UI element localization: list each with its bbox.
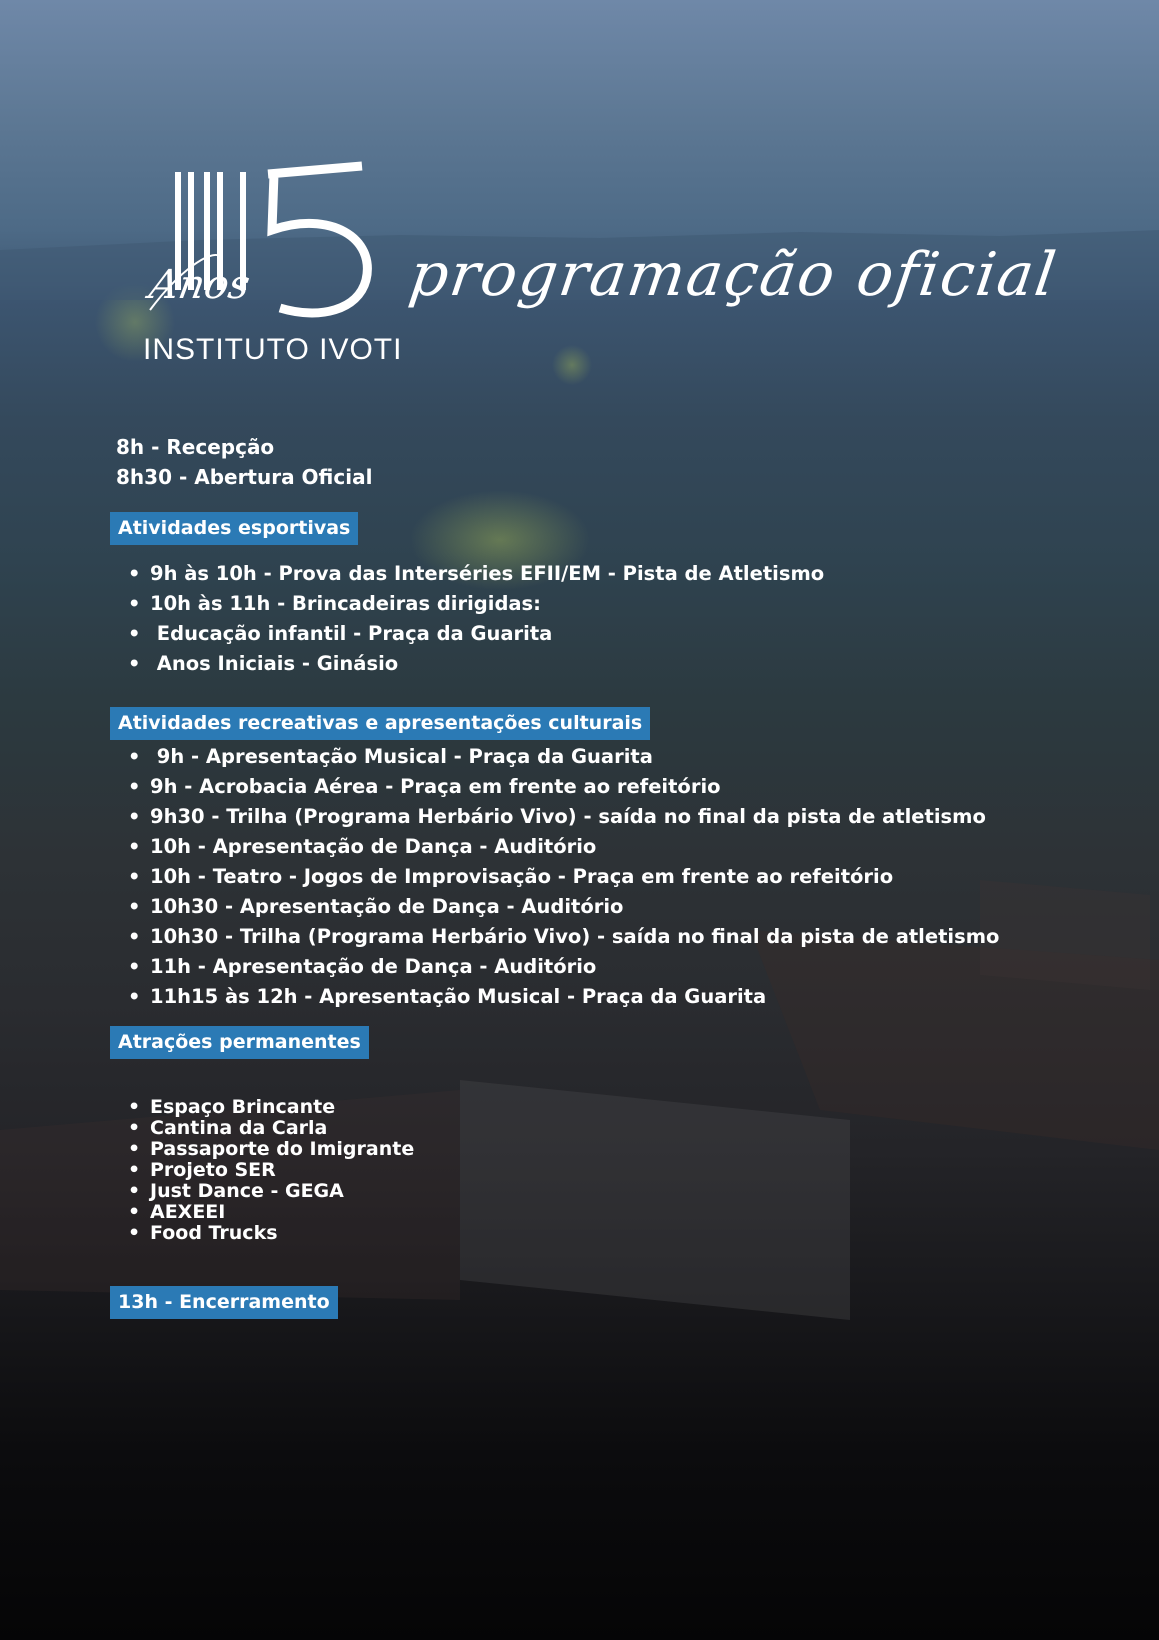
section-heading: Atividades esportivas: [110, 512, 358, 545]
list-item: • 9h - Apresentação Musical - Praça da Guarita: [128, 742, 1116, 772]
list-item: • 10h30 - Trilha (Programa Herbário Vivo) - saída no final da pista de atletismo: [128, 922, 1116, 952]
section-heading: Atividades recreativas e apresentações culturais: [110, 707, 650, 740]
section-heading: Atrações permanentes: [110, 1026, 369, 1059]
logo-anos: Anos: [145, 262, 254, 308]
permanent-list: [116, 1097, 1116, 1244]
list-item: • Educação infantil - Praça da Guarita: [128, 619, 1116, 649]
list-item: • Projeto SER: [128, 1160, 1116, 1181]
list-item: • Anos Iniciais - Ginásio: [128, 649, 1116, 679]
list-item: • Passaporte do Imigrante: [128, 1139, 1116, 1160]
list-item: • 10h30 - Apresentação de Dança - Auditório: [128, 892, 1116, 922]
cultural-list: [116, 742, 1116, 1012]
list-item: • 10h - Apresentação de Dança - Auditório: [128, 832, 1116, 862]
list-item: • 11h15 às 12h - Apresentação Musical - Praça da Guarita: [128, 982, 1116, 1012]
list-item: • 9h - Acrobacia Aérea - Praça em frente ao refeitório: [128, 772, 1116, 802]
page-title: programação oficial: [405, 240, 1062, 310]
list-item: • 9h30 - Trilha (Programa Herbário Vivo) - saída no final da pista de atletismo: [128, 802, 1116, 832]
list-item: • 9h às 10h - Prova das Interséries EFII/EM - Pista de Atletismo: [128, 559, 1116, 589]
list-item: • Food Trucks: [128, 1223, 1116, 1244]
logo-brand: INSTITUTO IVOTI: [143, 333, 403, 366]
list-item: • Espaço Brincante: [128, 1097, 1116, 1118]
list-item: • Cantina da Carla: [128, 1118, 1116, 1139]
list-item: • AEXEEI: [128, 1202, 1116, 1223]
list-item: • 11h - Apresentação de Dança - Auditório: [128, 952, 1116, 982]
intro-line: 8h - Recepção: [116, 435, 275, 459]
list-item: • 10h - Teatro - Jogos de Improvisação - Praça em frente ao refeitório: [128, 862, 1116, 892]
closing-badge: 13h - Encerramento: [110, 1286, 338, 1319]
schedule: [116, 432, 1116, 1319]
intro-line: 8h30 - Abertura Oficial: [116, 465, 373, 489]
list-item: • 10h às 11h - Brincadeiras dirigidas:: [128, 589, 1116, 619]
sports-list: [116, 559, 1116, 679]
list-item: • Just Dance - GEGA: [128, 1181, 1116, 1202]
